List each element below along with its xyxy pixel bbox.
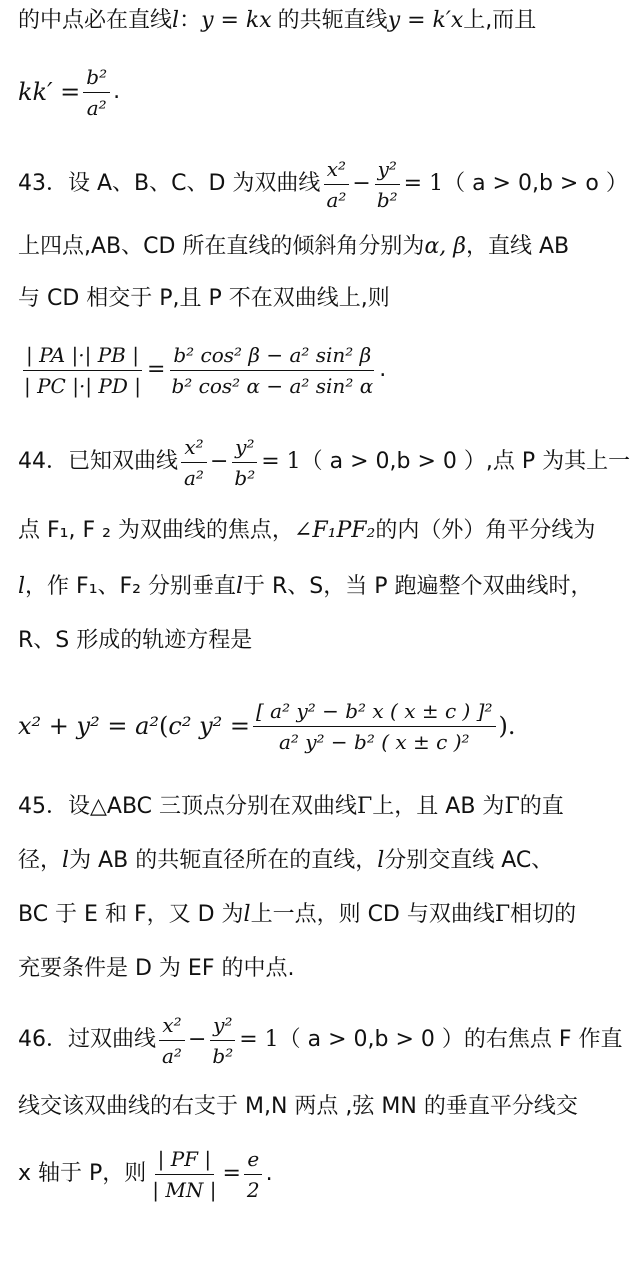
condition: （ a > 0,b > o ） (443, 171, 628, 196)
fraction-x2-a2: $\frac{\text{x²}}{\text{a²}}$ (159, 1012, 185, 1069)
fraction-x2-a2: $\frac{\text{x²}}{\text{a²}}$ (181, 434, 207, 491)
condition: （ a > 0,b > 0 ）的右焦点 F 作直 (278, 1027, 623, 1052)
text: 上,而且 (463, 8, 537, 33)
p46-line-2: 线交该双曲线的右支于 M,N 两点 ,弦 MN 的垂直平分线交 (18, 1094, 578, 1119)
p44-line-4: R、S 形成的轨迹方程是 (18, 628, 253, 653)
p45-line-1: 45．设△ABC 三顶点分别在双曲线 Γ 上，且 AB 为 Γ 的直 (18, 792, 628, 822)
fraction-b2-over-a2: $\frac{\text{b²}}{\text{a²}}$ (83, 64, 110, 121)
text: 的中点必在直线 (18, 8, 173, 33)
problem-43-intro: 43．设 A、B、C、D 为双曲线 (18, 171, 321, 196)
p45-line-4: 充要条件是 D 为 EF 的中点. (18, 956, 295, 981)
p45-line-3: BC 于 E 和 F，又 D 为 l 上一点，则 CD 与双曲线 Γ 相切的 (18, 902, 577, 927)
fraction-cos-sin: $\frac{\text{b² cos² β − a² sin² β}}{\text{b² cos² α − a² sin² α}}$ (171, 342, 374, 398)
fraction-e-over-2: $\frac{e}{2}$ (244, 1146, 263, 1203)
problem-44-intro: 44．已知双曲线 (18, 449, 178, 474)
fraction-y2-b2: $\frac{\text{y²}}{\text{b²}}$ (209, 1012, 236, 1069)
p43-formula: $\frac{| PA |\cdot| PB |}{| PC |\cdot| PD |}$ = $\frac{\text{b² cos² β − a² sin² β}}{\text{b² cos² α − a² sin² α}}$ . (18, 336, 628, 404)
math-x2-y2: x² + y² = a² (18, 712, 159, 740)
problem-46-intro: 46．过双曲线 (18, 1027, 156, 1052)
p44-line-1: 44．已知双曲线 $\frac{\text{x²}}{\text{a²}}$ − $\frac{\text{y²}}{\text{b²}}$ = 1 （ a > 0,b > 0 ）,点 P 为其上一 (18, 434, 631, 490)
p43-line-3: 与 CD 相交于 P,且 P 不在双曲线上,则 (18, 286, 390, 311)
fraction-pa-pb-over-pc-pd: $\frac{| PA |\cdot| PB |}{| PC |\cdot| PD |}$ (24, 342, 141, 398)
text: 的共轭直线 (277, 8, 388, 33)
math-kk-prime: kk′ = (18, 78, 81, 106)
fraction-pf-over-mn: $\frac{| PF |}{| MN |}$ (152, 1146, 217, 1202)
p46-line-3: x 轴于 P，则 $\frac{| PF |}{| MN |}$ = $\frac{e}{2}$ . (18, 1146, 273, 1202)
p46-line-1: 46．过双曲线 $\frac{\text{x²}}{\text{a²}}$ − $\frac{\text{y²}}{\text{b²}}$ = 1 （ a > 0,b > 0 ）的右焦点 F 作直 (18, 1012, 623, 1068)
math-l: l (172, 8, 180, 33)
math-alpha-beta: α, β (424, 234, 466, 259)
fraction-y2-b2: $\frac{\text{y²}}{\text{b²}}$ (374, 156, 401, 213)
math-eq-y-k-prime-x: y = k′x (387, 8, 464, 33)
fraction-y2-b2: $\frac{\text{y²}}{\text{b²}}$ (231, 434, 258, 491)
fraction-locus: $\frac{\text{[ a² y² − b² x ( x ± c ) ]²}}{\text{a² y² − b² ( x ± c )²}}$ (253, 698, 496, 755)
p45-line-2: 径， l 为 AB 的共轭直径所在的直线， l 分别交直线 AC、 (18, 848, 554, 873)
math-angle-f1pf2: ∠F₁PF₂ (293, 518, 376, 543)
p42-formula: kk′ = $\frac{\text{b²}}{\text{a²}}$ . (18, 64, 121, 120)
math-eq-y-kx: y = kx (201, 8, 272, 33)
p44-line-3: l ，作 F₁、F₂ 分别垂直 l 于 R、S，当 P 跑遍整个双曲线时， (18, 574, 593, 599)
p44-line-2: 点 F₁, F ₂ 为双曲线的焦点， ∠F₁PF₂ 的内（外）角平分线为 (18, 516, 628, 546)
p43-line-1: 43．设 A、B、C、D 为双曲线 $\frac{\text{x²}}{\text{a²}}$ − $\frac{\text{y²}}{\text{b²}}$ = 1 （ a > 0,b > o ） (18, 156, 628, 212)
condition: （ a > 0,b > 0 ）,点 P 为其上一 (300, 449, 631, 474)
p42-line-1 (18, 6, 628, 36)
p44-formula: x² + y² = a² ( c² y² = $\frac{\text{[ a² y² − b² x ( x ± c ) ]²}}{\text{a² y² − b² ( x ± c )²}}$ ). (18, 698, 516, 754)
p43-line-2: 上四点,AB、CD 所在直线的倾斜角分别为 α, β ，直线 AB (18, 232, 628, 262)
problem-45-intro: 45．设△ABC 三顶点分别在双曲线 (18, 794, 358, 819)
fraction-x2-a2: $\frac{\text{x²}}{\text{a²}}$ (323, 156, 349, 213)
text: ： (179, 8, 202, 33)
